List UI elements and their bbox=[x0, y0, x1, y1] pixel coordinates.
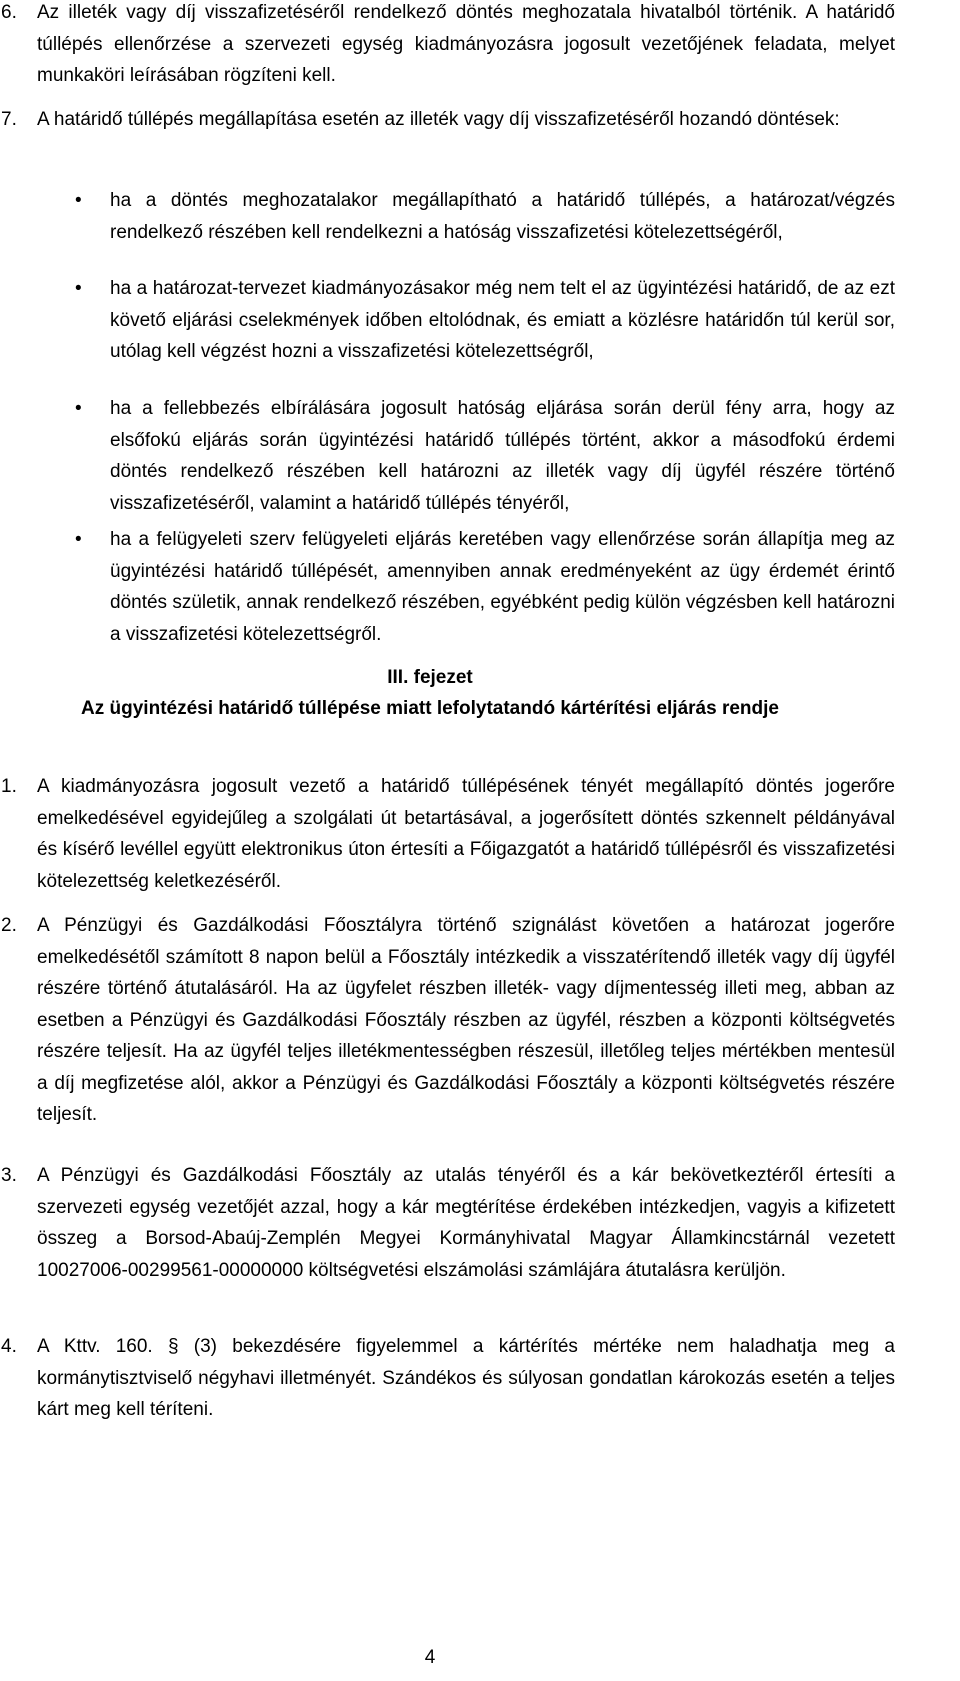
paragraph-text: Az illeték vagy díj visszafizetéséről rendelkező döntés meghozatala hivatalból történik. A határidő túllépés ellenőrzése a szervezeti egység kiadmányozásra jogosult vezetőjének feladata, melyet munkaköri leírásában rögzíteni kell. bbox=[37, 2, 895, 86]
paragraph-text: A Pénzügyi és Gazdálkodási Főosztályra történő szignálást követően a határozat jogerőre emelkedésétől számított 8 napon belül a Főosztály intézkedik a visszatérítendő illeték vagy díj ügyfél részére történő átutalásáról. Ha az ügyfelet részben illeték- vagy díjmentesség illeti meg, abban az esetben a Pénzügyi és Gazdálkodási Főosztály részben az ügyfél, részben a központi költségvetés részére teljesít. Ha az ügyfél teljes illetékmentességben részesül, illetőleg teljes mértékben mentesül a díj megfizetése alól, akkor a Pénzügyi és Gazdálkodási Főosztály a központi költségvetés részére teljesít. bbox=[37, 915, 895, 1125]
paragraph-6 bbox=[0, 0, 960, 92]
list-item bbox=[0, 185, 960, 248]
paragraph-text: A Pénzügyi és Gazdálkodási Főosztály az utalás tényéről és a kár bekövetkeztéről értesíti a szervezeti egység vezetőjét azzal, hogy a kár megtérítése érdekében intézkedjen, vagyis a kifizetett összeg a Borsod-Abaúj-Zemplén Megyei Kormányhivatal Magyar Államkincstárnál vezetett 10027006-00299561-00000000 költségvetési elszámolási számlájára átutalásra kerüljön. bbox=[37, 1165, 895, 1281]
bullet-icon: • bbox=[75, 398, 82, 419]
list-item-text: ha a határozat-tervezet kiadmányozásakor még nem telt el az ügyintézési határidő, de az ezt követő eljárási cselekmények időben eltolódnak, és emiatt a közlésre határidőn túl kerül sor, utólag kell végzést hozni a visszafizetési kötelezettségről, bbox=[110, 278, 895, 362]
chapter-number: III. fejezet bbox=[387, 667, 473, 688]
chapter-paragraph-3 bbox=[0, 1160, 960, 1286]
paragraph-number: 6. bbox=[1, 2, 17, 23]
paragraph-text: A Kttv. 160. § (3) bekezdésére figyelemmel a kártérítés mértéke nem haladhatja meg a kormánytisztviselő négyhavi illetményét. Szándékos és súlyosan gondatlan károkozás esetén a teljes kárt meg kell téríteni. bbox=[37, 1336, 895, 1420]
chapter-paragraph-4 bbox=[0, 1331, 960, 1426]
page-number: 4 bbox=[424, 1647, 436, 1668]
paragraph-text: A kiadmányozásra jogosult vezető a határidő túllépésének tényét megállapító döntés jogerőre emelkedésével egyidejűleg a szolgálati út betartásával, a jogerősített döntés szkennelt példányával és kísérő levéllel együtt elektronikus úton értesíti a Főigazgatót a határidő túllépésről és visszafizetési kötelezettség keletkezéséről. bbox=[37, 776, 895, 892]
chapter-title: Az ügyintézési határidő túllépése miatt lefolytatandó kártérítési eljárás rendje bbox=[81, 698, 779, 719]
list-item bbox=[0, 393, 960, 519]
bullet-icon: • bbox=[75, 529, 82, 550]
bullet-icon: • bbox=[75, 190, 82, 211]
paragraph-number: 1. bbox=[1, 776, 17, 797]
paragraph-number: 2. bbox=[1, 915, 17, 936]
paragraph-number: 3. bbox=[1, 1165, 17, 1186]
chapter-paragraph-1 bbox=[0, 771, 960, 897]
list-item bbox=[0, 524, 960, 650]
chapter-paragraph-2 bbox=[0, 910, 960, 1131]
paragraph-number: 4. bbox=[1, 1336, 17, 1357]
bullet-icon: • bbox=[75, 278, 82, 299]
list-item bbox=[0, 273, 960, 368]
paragraph-7 bbox=[0, 104, 960, 136]
list-item-text: ha a fellebbezés elbírálására jogosult hatóság eljárása során derül fény arra, hogy az elsőfokú eljárás során ügyintézési határidő túllépés történt, akkor a másodfokú érdemi döntés rendelkező részében kell határozni az illeték vagy díj ügyfél részére történő visszafizetéséről, valamint a határidő túllépés tényéről, bbox=[110, 398, 895, 514]
list-item-text: ha a felügyeleti szerv felügyeleti eljárás keretében vagy ellenőrzése során állapítja meg az ügyintézési határidő túllépését, amennyiben annak eredményeként az ügy érdemét érintő döntés születik, annak rendelkező részében, egyébként pedig külön végzésben kell határozni a visszafizetési kötelezettségről. bbox=[110, 529, 895, 645]
paragraph-text: 7. A határidő túllépés megállapítása esetén az illeték vagy díj visszafizetéséről hozandó döntések: bbox=[1, 109, 840, 130]
list-item-text: ha a döntés meghozatalakor megállapítható a határidő túllépés, a határozat/végzés rendelkező részében kell rendelkezni a hatóság visszafizetési kötelezettségéről, bbox=[110, 190, 895, 243]
paragraph-body: A határidő túllépés megállapítása esetén az illeték vagy díj visszafizetéséről hozandó döntések: bbox=[37, 109, 840, 130]
